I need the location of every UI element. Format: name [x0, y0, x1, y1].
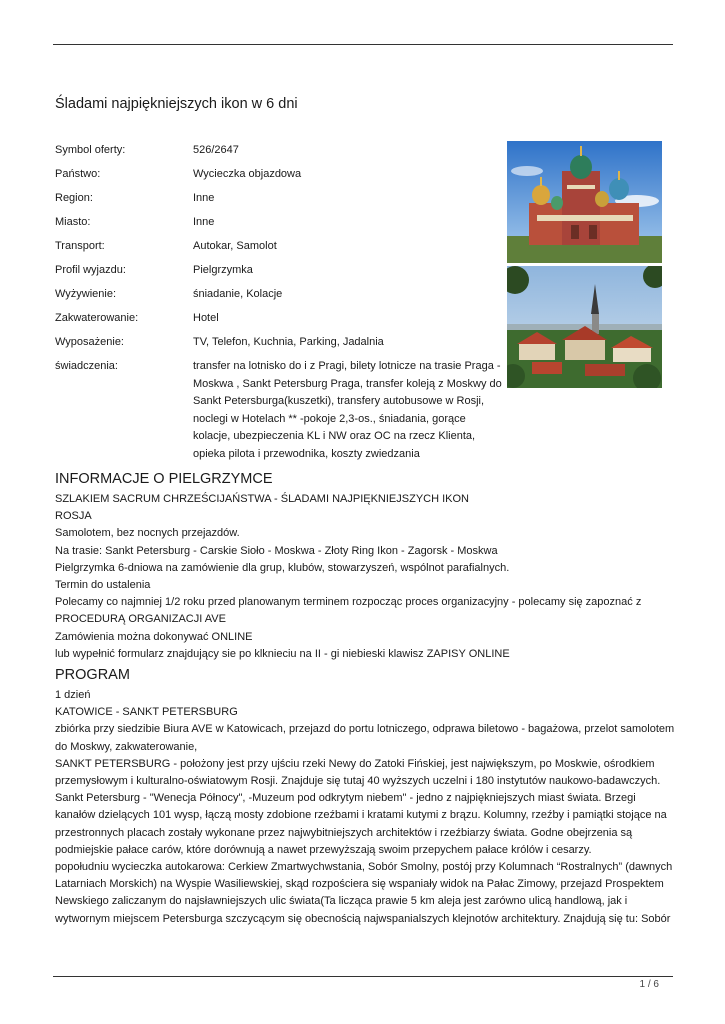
program-heading: PROGRAM	[55, 667, 130, 683]
program-paragraph: Sankt Petersburg - "Wenecja Północy", -Muzeum pod odkrytym niebem" - jedno z najpiękniejszych miast świata. Brzegi kanałów dzielących 101 wysp, łączą mosty zdobione rzeźbami i kratami kutymi z brązu. Kolumny, rzeźby i pamiątki stojące na przestronnych placach zostały wykonane przez najwybitniejszych architektów i rzeźbiarzy świata. Godne obejrzenia są podmiejskie pałace carów, które dorównują a nawet przewyższają swoim przepychem pałace królów i cesarzy.	[55, 792, 667, 856]
detail-row	[55, 262, 505, 280]
page-number: 1 / 6	[639, 979, 659, 990]
detail-value: Autokar, Samolot	[193, 240, 277, 252]
detail-label: Transport:	[55, 240, 105, 252]
page-title: Śladami najpiękniejszych ikon w 6 dni	[55, 96, 298, 112]
detail-row	[55, 190, 505, 208]
detail-value: TV, Telefon, Kuchnia, Parking, Jadalnia	[193, 336, 384, 348]
program-paragraph: 1 dzień	[55, 689, 91, 701]
detail-label: Symbol oferty:	[55, 144, 126, 156]
detail-value: Wycieczka objazdowa	[193, 168, 302, 180]
info-line: Zamówienia można dokonywać ONLINE	[55, 630, 253, 643]
detail-row	[55, 166, 505, 184]
detail-label: Wyposażenie:	[55, 336, 124, 348]
detail-row	[55, 334, 505, 352]
photo-column	[507, 141, 662, 388]
detail-label: Miasto:	[55, 216, 91, 228]
offer-details	[55, 142, 505, 470]
info-line: Samolotem, bez nocnych przejazdów.	[55, 527, 240, 540]
detail-value: Inne	[193, 216, 215, 228]
info-line: lub wypełnić formularz znajdujący sie po klknieciu na II - gi niebieski klawisz ZAPISY ONLINE	[55, 647, 510, 660]
detail-value: transfer na lotnisko do i z Pragi, bilety lotnicze na trasie Praga - Moskwa , Sankt Petersburg Praga, transfer koleją z Moskwy do Sankt Petersburga(kuszetki), transfery autobusowe w Rosji, noclegi w Hotelach ** -pokoje 2,3-os., śniadania, gorące kolacje, ubezpieczenia KL i NW oraz OC na rzecz Klienta, opieka pilota i przewodnika, koszty zwiedzania	[193, 360, 502, 460]
detail-row	[55, 286, 505, 304]
info-line: SZLAKIEM SACRUM CHRZEŚCIJAŃSTWA - ŚLADAMI NAJPIĘKNIEJSZYCH IKON	[55, 493, 469, 505]
info-line: Na trasie: Sankt Petersburg - Carskie Sioło - Moskwa - Złoty Ring Ikon - Zagorsk - Moskwa	[55, 544, 498, 557]
detail-label: Wyżywienie:	[55, 288, 117, 300]
detail-value: Hotel	[193, 312, 219, 324]
header-rule	[53, 44, 673, 45]
city-photo	[507, 266, 662, 388]
detail-row	[55, 214, 505, 232]
program-paragraph: SANKT PETERSBURG - położony jest przy ujściu rzeki Newy do Zatoki Fińskiej, jest największym, po Moskwie, ośrodkiem przemysłowym i kulturalno-oświatowym Rosji. Znajduje się tutaj 40 wyższych uczelni i 180 instytutów naukowo-badawczych.	[55, 757, 661, 788]
detail-row	[55, 142, 505, 160]
detail-value: Pielgrzymka	[193, 264, 253, 276]
info-heading: INFORMACJE O PIELGRZYMCE	[55, 471, 273, 487]
info-line: PROCEDURĄ ORGANIZACJI AVE	[55, 613, 226, 626]
detail-label: Państwo:	[55, 168, 101, 180]
footer-rule	[53, 976, 673, 977]
church-photo	[507, 141, 662, 263]
program-paragraph: popołudniu wycieczka autokarowa: Cerkiew Zmartwychwstania, Sobór Smolny, postój przy Kolumnach “Rostralnych” (dawnych Latarniach Morskich) na Wyspie Wasiliewskiej, skąd rozpościera się wspaniały widok na Pałac Zimowy, przejazd Prospektem Newskiego zaliczanym do najsławniejszych ulic świata(Ta licząca prawie 5 km aleja jest zarówno ulicą handlową, jak i wytwornym miejscem Petersburga szczycącym się obecnością najwspanialszych klejnotów architektury. Znajdują się tu: Sobór	[55, 861, 673, 925]
info-line: Polecamy co najmniej 1/2 roku przed planowanym terminem rozpocząc proces organizacyjny - polecamy się zapoznać z	[55, 596, 642, 609]
detail-value: Inne	[193, 192, 215, 204]
detail-value: 526/2647	[193, 144, 239, 156]
info-section	[55, 491, 675, 663]
info-line: ROSJA	[55, 510, 92, 523]
info-line: Pielgrzymka 6-dniowa na zamówienie dla grup, klubów, stowarzyszeń, wspólnot parafialnych.	[55, 561, 510, 574]
detail-row	[55, 238, 505, 256]
program-section	[55, 687, 675, 928]
detail-row	[55, 310, 505, 328]
detail-label: Zakwaterowanie:	[55, 312, 139, 324]
detail-row	[55, 358, 505, 463]
detail-label: Region:	[55, 192, 93, 204]
detail-label: Profil wyjazdu:	[55, 264, 126, 276]
info-line: Termin do ustalenia	[55, 579, 151, 592]
detail-label: świadczenia:	[55, 360, 118, 372]
program-paragraph: KATOWICE - SANKT PETERSBURG	[55, 706, 238, 719]
program-paragraph: zbiórka przy siedzibie Biura AVE w Katowicach, przejazd do portu lotniczego, odprawa biletowo - bagażowa, przelot samolotem do Moskwy, zakwaterowanie,	[55, 723, 675, 753]
detail-value: śniadanie, Kolacje	[193, 288, 283, 300]
